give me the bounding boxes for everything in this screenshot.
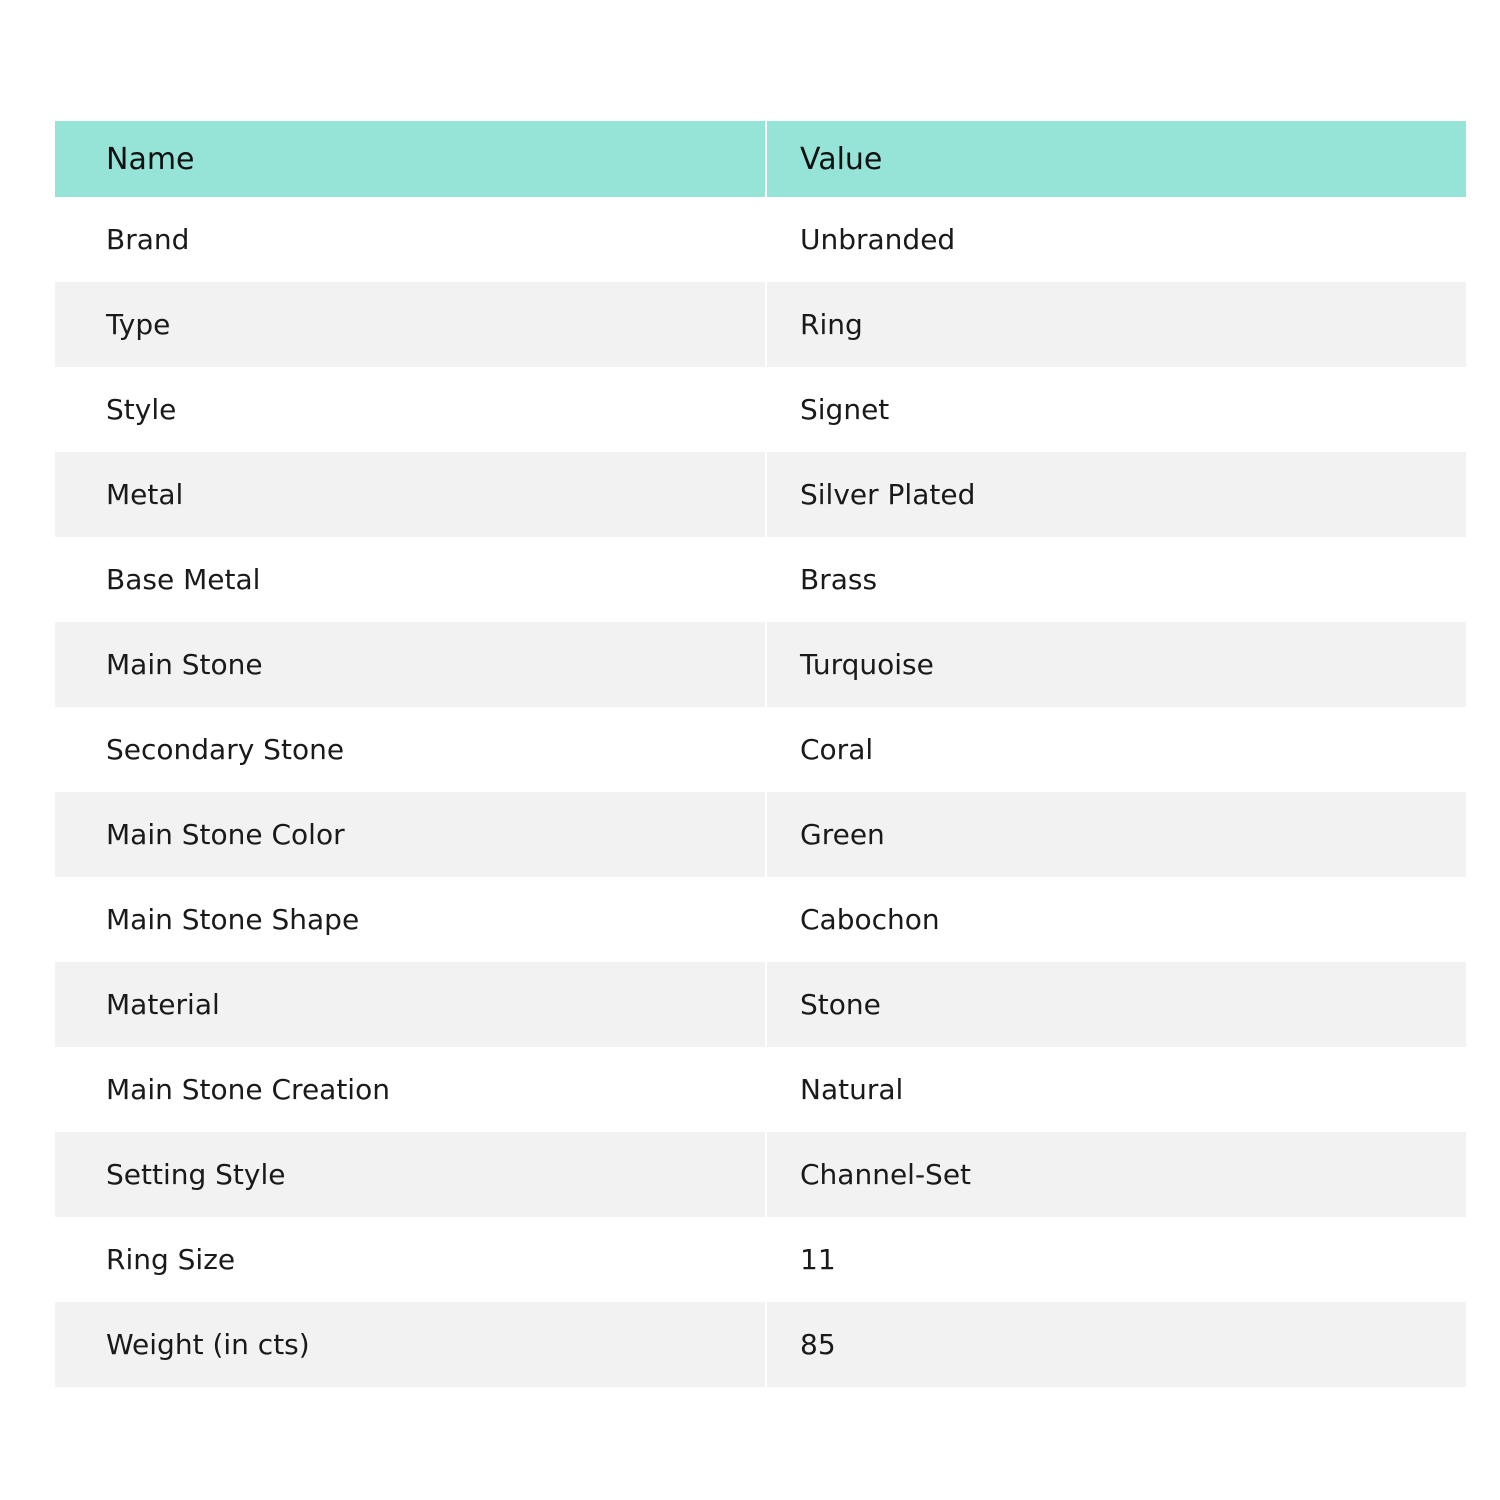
table-row [55,622,1466,707]
row-value: Channel-Set [800,1158,972,1191]
row-name: Setting Style [55,1132,766,1217]
table-row [55,537,1466,622]
table-header [55,121,1466,197]
header-name: Name [55,121,766,197]
table-row [55,792,1466,877]
row-value: Silver Plated [800,478,976,511]
row-name: Main Stone Creation [55,1047,766,1132]
row-value: 85 [800,1328,836,1361]
table-row [55,282,1466,367]
header-value: Value [800,141,883,177]
row-value: Turquoise [800,648,934,681]
table-row [55,452,1466,537]
table-row [55,707,1466,792]
table-row [55,1217,1466,1302]
row-name: Material [55,962,766,1047]
row-value: Unbranded [800,223,956,256]
row-name: Weight (in cts) [55,1302,766,1387]
row-value: Brass [800,563,878,596]
table-row [55,962,1466,1047]
row-name: Brand [55,197,766,282]
row-value: Cabochon [800,903,940,936]
row-name: Main Stone [55,622,766,707]
row-value: Natural [800,1073,904,1106]
header-row [55,121,1466,197]
row-name: Main Stone Color [55,792,766,877]
table-row [55,367,1466,452]
row-name: Style [55,367,766,452]
row-value: 11 [800,1243,836,1276]
row-value: Ring [800,308,863,341]
row-name: Ring Size [55,1217,766,1302]
row-value: Signet [800,393,890,426]
table-row [55,1047,1466,1132]
row-value: Stone [800,988,881,1021]
table-body [55,197,1466,1387]
table-row [55,197,1466,282]
row-name: Base Metal [55,537,766,622]
row-name: Main Stone Shape [55,877,766,962]
table-row [55,1132,1466,1217]
row-value: Green [800,818,885,851]
table-row [55,1302,1466,1387]
row-name: Type [55,282,766,367]
row-name: Secondary Stone [55,707,766,792]
row-value: Coral [800,733,874,766]
table-row [55,877,1466,962]
spec-table [55,121,1466,1387]
row-name: Metal [55,452,766,537]
